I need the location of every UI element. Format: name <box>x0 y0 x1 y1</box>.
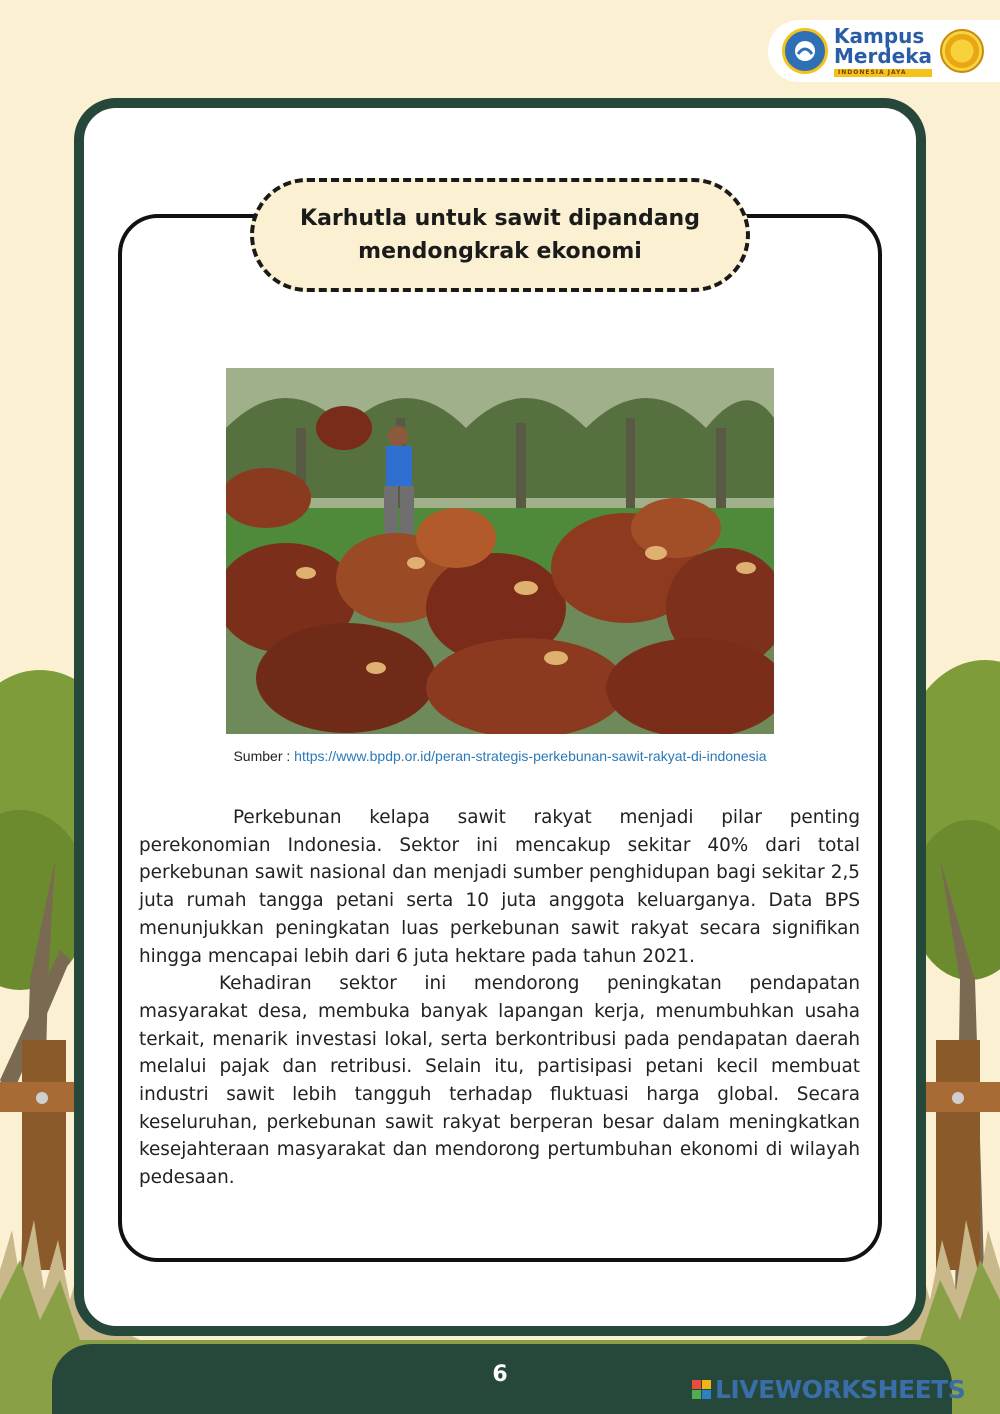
source-link[interactable]: https://www.bpdp.or.id/peran-strategis-perkebunan-sawit-rakyat-di-indonesia <box>294 748 767 764</box>
liveworksheets-logo-icon <box>692 1380 711 1399</box>
logo-tagline: INDONESIA JAYA <box>834 69 932 77</box>
university-seal-icon <box>940 29 984 73</box>
liveworksheets-watermark <box>692 1374 965 1404</box>
kampus-merdeka-logo <box>768 20 1000 82</box>
article-body <box>139 804 860 1192</box>
body-paragraph-1: Perkebunan kelapa sawit rakyat menjadi pilar penting perekonomian Indonesia. Sektor ini mencakup sekitar 40% dari total perkebunan sawit nasional dan menjadi sumber penghidupan bagi sekitar 2,5 juta rumah tangga petani serta 10 juta anggota keluarganya. Data BPS menunjukkan peningkatan luas perkebunan sawit rakyat secara signifikan hingga mencapai lebih dari 6 juta hektare pada tahun 2021. <box>139 807 860 967</box>
logo-line-merdeka: Merdeka <box>834 43 933 68</box>
watermark-text: LIVEWORKSHEETS <box>715 1374 966 1404</box>
photo-caption <box>230 746 770 766</box>
page-title: Karhutla untuk sawit dipandang mendongkrak ekonomi <box>300 206 700 264</box>
body-paragraph-2: Kehadiran sektor ini mendorong peningkatan pendapatan masyarakat desa, membuka banyak lapangan kerja, menumbuhkan usaha terkait, menarik investasi lokal, serta berkontribusi pada pendapatan daerah melalui pajak dan retribusi. Selain itu, partisipasi petani kecil membuat industri sawit lebih tangguh terhadap fluktuasi harga global. Secara keseluruhan, perkebunan sawit rakyat berperan besar dalam meningkatkan kesejahteraan masyarakat dan mendorong pertumbuhan ekonomi di wilayah pedesaan. <box>139 973 860 1189</box>
title-banner <box>250 178 750 292</box>
kemendikbud-emblem-icon <box>782 28 828 74</box>
logo-line-kampus: Kampus <box>834 23 925 48</box>
page-number: 6 <box>492 1362 508 1387</box>
palm-harvest-photo <box>226 368 774 734</box>
caption-prefix: Sumber : <box>233 748 295 764</box>
